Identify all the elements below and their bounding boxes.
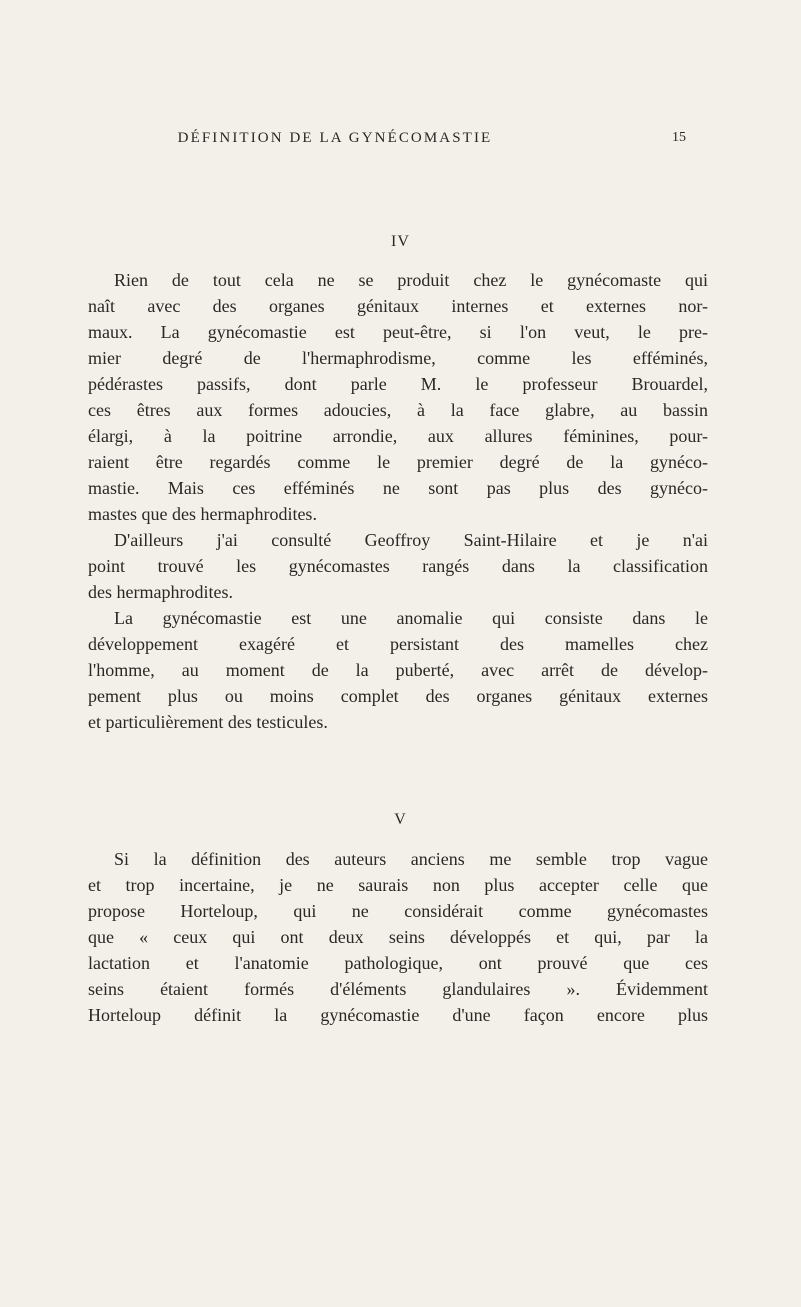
running-title: DÉFINITION DE LA GYNÉCOMASTIE: [177, 130, 493, 146]
text-line: ces êtres aux formes adoucies, à la face glabre, au bassin: [88, 400, 708, 420]
text-line: seins étaient formés d'éléments glandulaires ». Évidemment: [88, 979, 708, 999]
page-number: 15: [672, 130, 686, 145]
text-line: Horteloup définit la gynécomastie d'une façon encore plus: [88, 1005, 708, 1025]
text-line: et trop incertaine, je ne saurais non plus accepter celle que: [88, 875, 708, 895]
section-v-text: [88, 846, 708, 1028]
text-line: propose Horteloup, qui ne considérait comme gynécomastes: [88, 901, 708, 921]
text-line: développement exagéré et persistant des mamelles chez: [88, 634, 708, 654]
text-line: et particulièrement des testicules.: [88, 712, 328, 732]
text-line: raient être regardés comme le premier degré de la gynéco-: [88, 452, 708, 472]
text-line: Rien de tout cela ne se produit chez le gynécomaste qui: [114, 270, 708, 290]
text-line: lactation et l'anatomie pathologique, ont prouvé que ces: [88, 953, 708, 973]
text-line: mastes que des hermaphrodites.: [88, 504, 317, 524]
section-numeral-iv: IV: [391, 233, 410, 250]
text-line: l'homme, au moment de la puberté, avec arrêt de dévelop-: [88, 660, 708, 680]
text-line: mastie. Mais ces efféminés ne sont pas plus des gynéco-: [88, 478, 708, 498]
text-line: maux. La gynécomastie est peut-être, si l'on veut, le pre-: [88, 322, 708, 342]
text-line: des hermaphrodites.: [88, 582, 233, 602]
section-iv-text: [88, 267, 708, 735]
text-line: naît avec des organes génitaux internes et externes nor-: [88, 296, 708, 316]
text-line: pement plus ou moins complet des organes génitaux externes: [88, 686, 708, 706]
text-line: point trouvé les gynécomastes rangés dans la classification: [88, 556, 708, 576]
text-line: D'ailleurs j'ai consulté Geoffroy Saint-Hilaire et je n'ai: [114, 530, 708, 550]
running-head: [0, 130, 801, 154]
text-line: Si la définition des auteurs anciens me semble trop vague: [114, 849, 708, 869]
text-line: mier degré de l'hermaphrodisme, comme les efféminés,: [88, 348, 708, 368]
text-line: La gynécomastie est une anomalie qui consiste dans le: [114, 608, 708, 628]
section-numeral-v: V: [394, 811, 407, 828]
text-line: pédérastes passifs, dont parle M. le professeur Brouardel,: [88, 374, 708, 394]
text-line: que « ceux qui ont deux seins développés et qui, par la: [88, 927, 708, 947]
text-line: élargi, à la poitrine arrondie, aux allures féminines, pour-: [88, 426, 708, 446]
